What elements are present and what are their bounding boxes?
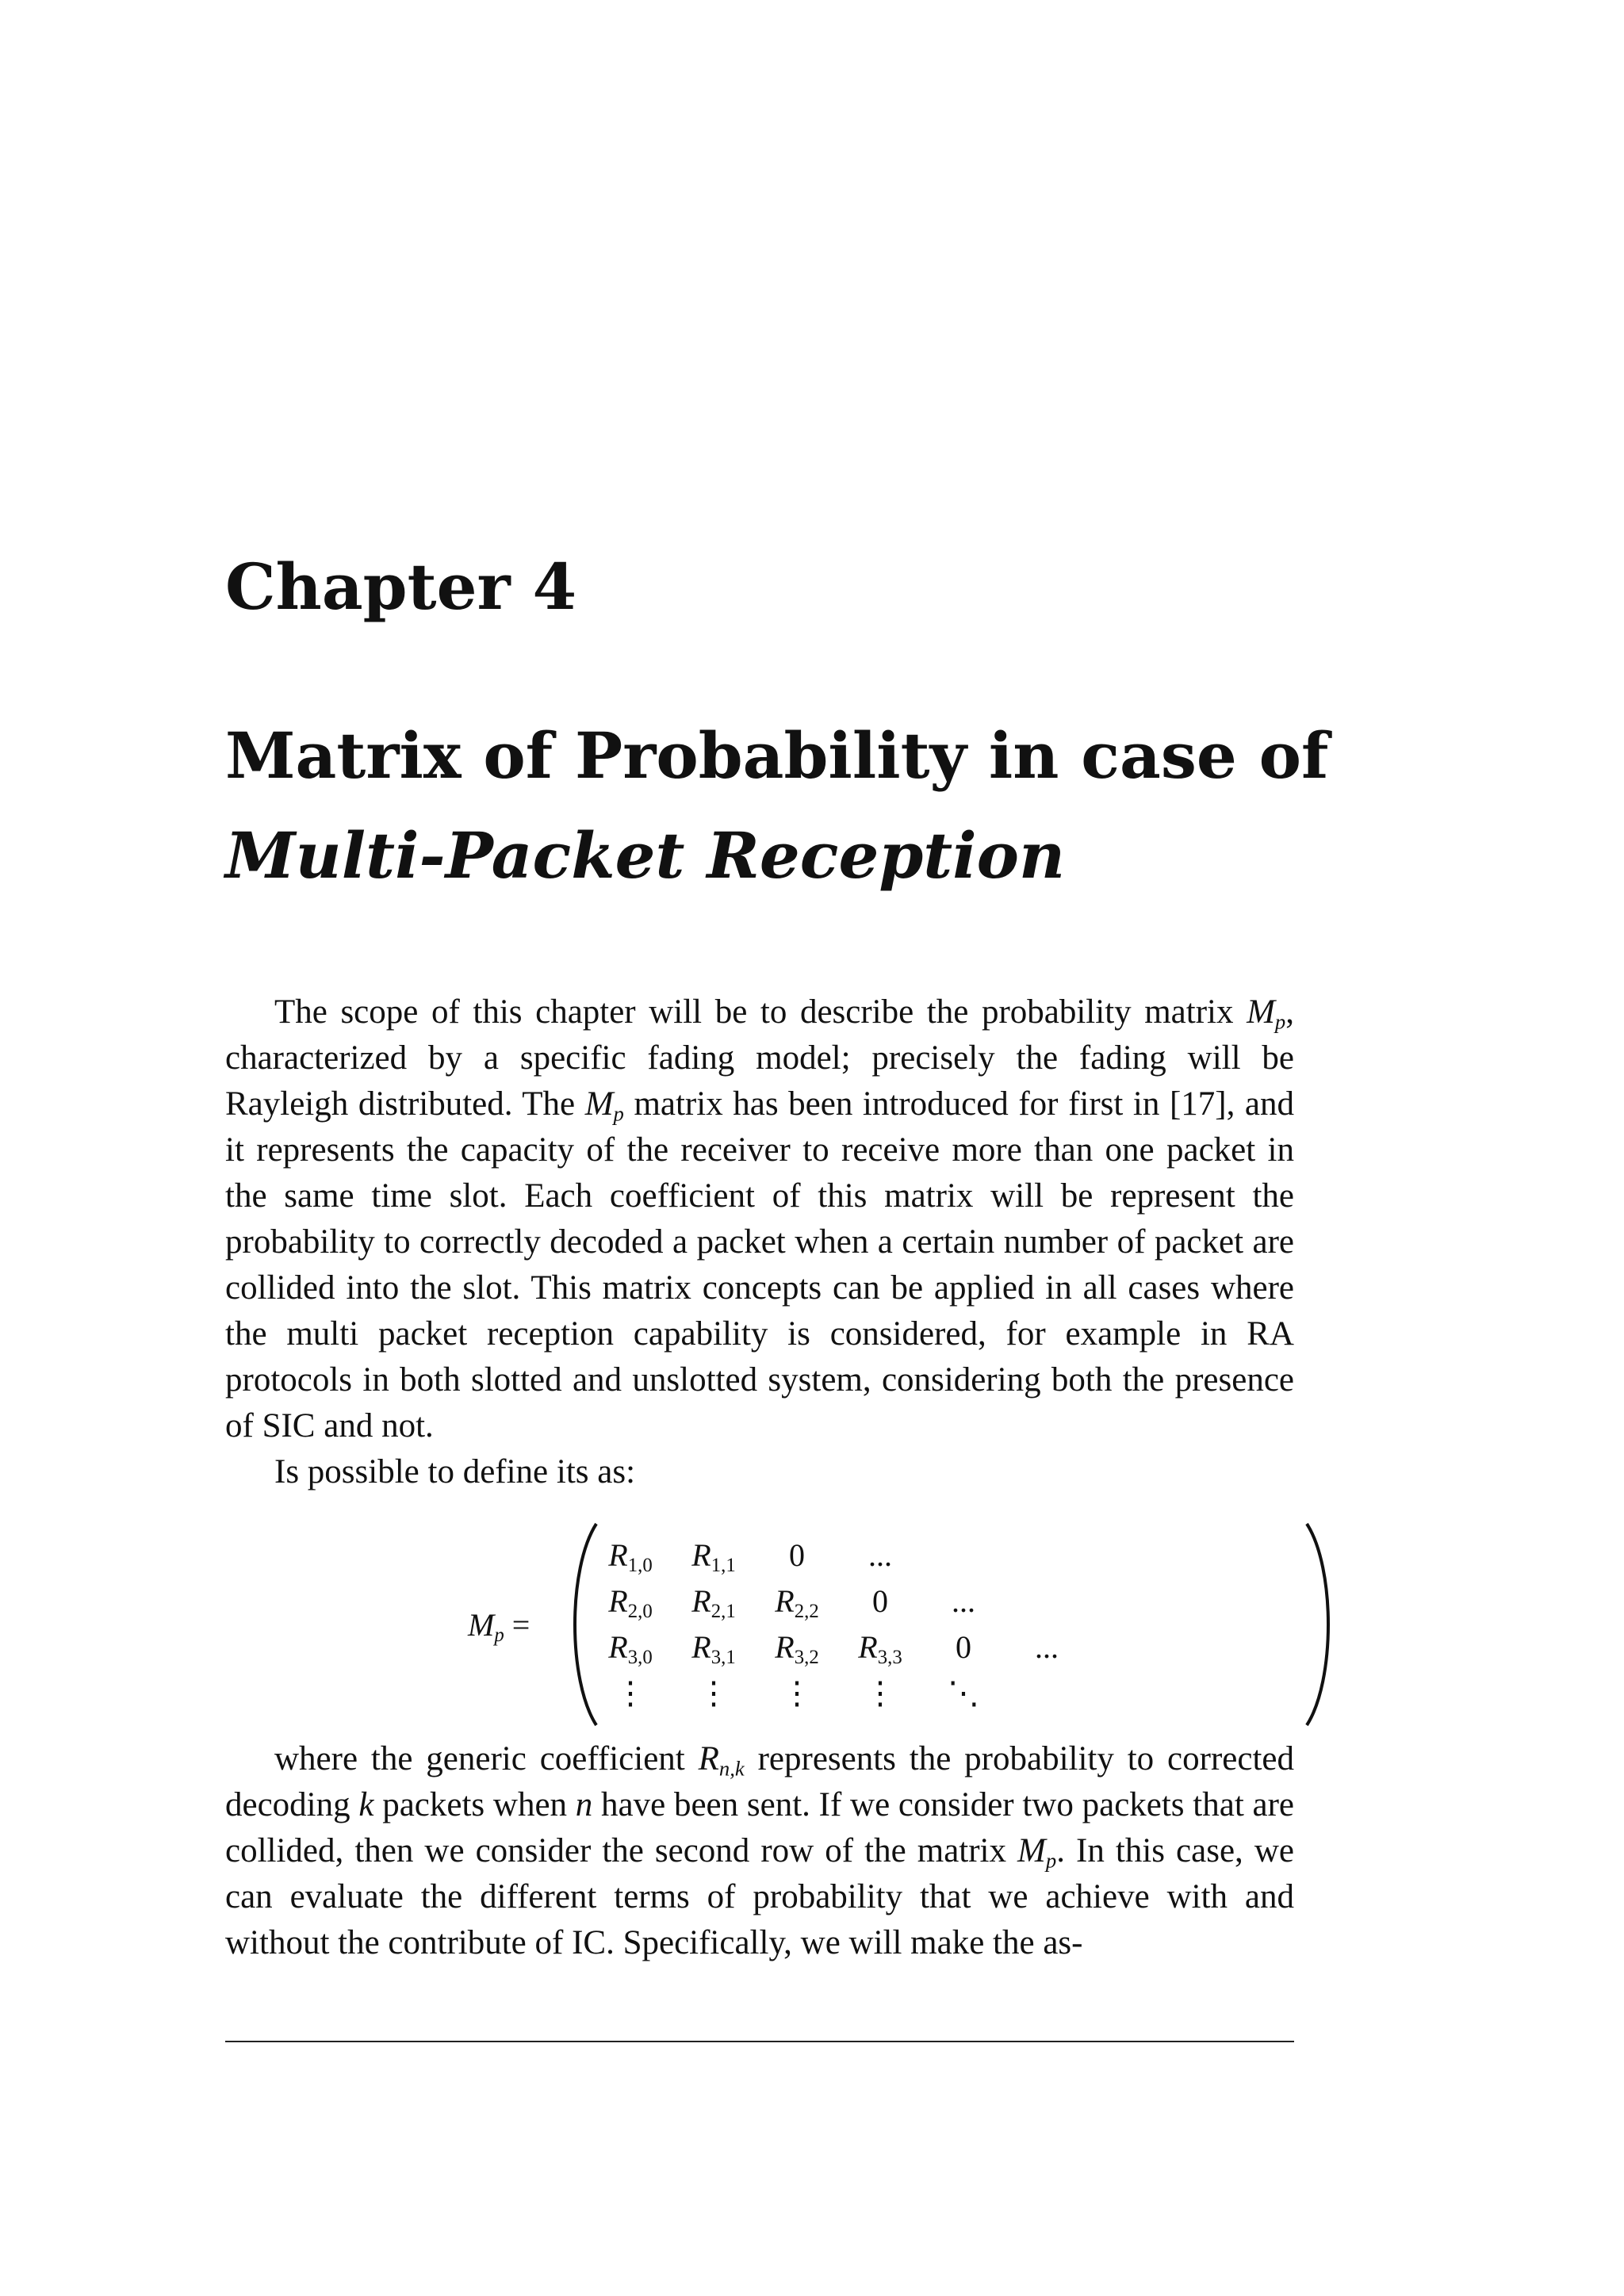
math-base: M [584, 1085, 614, 1123]
math-mp [584, 1085, 624, 1126]
matrix-cell-base: R [858, 1629, 878, 1665]
matrix-equation [468, 1521, 1059, 1727]
matrix-cell [837, 1582, 924, 1620]
footer-rule [225, 2041, 1294, 2042]
matrix-cell-subscript: 2,2 [794, 1600, 819, 1622]
matrix-cell [753, 1674, 841, 1712]
text-run: represents the probability to corrected decoding [225, 1740, 1294, 1823]
matrix-cell-base: ⋮ [781, 1675, 813, 1711]
matrix-cell-subscript: 3,0 [627, 1646, 653, 1668]
matrix-cell [670, 1582, 757, 1620]
matrix-cell [753, 1582, 841, 1620]
matrix-cell [670, 1536, 757, 1574]
math-subscript: p [1274, 1009, 1286, 1034]
matrix-cell [920, 1674, 1007, 1712]
matrix-cell [1003, 1628, 1090, 1666]
math-base: M [1247, 993, 1275, 1031]
math-n: n [575, 1786, 593, 1823]
matrix-cell-subscript: 3,3 [877, 1646, 902, 1668]
matrix-cell-base: ⋮ [615, 1675, 646, 1711]
matrix-cell [587, 1536, 674, 1574]
math-subscript: n,k [718, 1756, 745, 1781]
math-subscript: p [613, 1101, 624, 1126]
math-k: k [358, 1786, 374, 1823]
matrix-cell [837, 1536, 924, 1574]
matrix-cell [587, 1582, 674, 1620]
chapter-title [225, 706, 1415, 905]
chapter-title-line1: Matrix of Probability in case of [225, 718, 1329, 793]
matrix-cell-base: R [608, 1583, 628, 1619]
math-rnk [698, 1740, 745, 1781]
equals-sign: = [504, 1607, 530, 1643]
matrix-cell-base: 0 [872, 1583, 888, 1619]
math-subscript: p [494, 1624, 504, 1646]
matrix-cell-base: ... [952, 1583, 975, 1619]
text-run: where the generic coefficient [274, 1740, 699, 1777]
math-mp [1017, 1832, 1057, 1873]
matrix-cell-subscript: 3,1 [710, 1646, 736, 1668]
matrix-cell-base: ⋱ [948, 1675, 979, 1711]
matrix-cell-base: ... [868, 1537, 892, 1573]
matrix-cell-subscript: 2,1 [710, 1600, 736, 1622]
chapter-label: Chapter 4 [225, 549, 577, 624]
matrix-cell-base: R [775, 1629, 795, 1665]
chapter-title-line2: Multi-Packet Reception [225, 818, 1066, 893]
text-run: have been sent. If we consider two packets that are collided, then we consider the second row of the matrix [225, 1786, 1295, 1869]
matrix-cell [920, 1628, 1007, 1666]
coefficient-paragraph [225, 1736, 1294, 1966]
matrix-cell-base: R [691, 1629, 711, 1665]
matrix-cell [837, 1674, 924, 1712]
matrix-cell-subscript: 1,1 [710, 1554, 736, 1576]
intro-paragraph [225, 989, 1294, 1449]
text-run: matrix has been introduced for first in [17], and it represents the capacity of the receiver to receive more than one packet in the same time slot. Each coefficient of this matrix will be represent the probability to correctly decoded a packet when a certain number of packet are collided into the slot. This matrix concepts can be applied in all cases where the multi packet reception capability is considered, for example in RA protocols in both slotted and unslotted system, considering both the presence of SIC and not. [225, 1085, 1294, 1445]
matrix-cell-base: R [608, 1537, 628, 1573]
math-base: M [468, 1607, 495, 1643]
equation-lhs [468, 1606, 530, 1644]
matrix-cell [587, 1674, 674, 1712]
matrix-cell-base: R [775, 1583, 795, 1619]
matrix-cell-subscript: 1,0 [627, 1554, 653, 1576]
matrix-cell-subscript: 3,2 [794, 1646, 819, 1668]
text-run: packets when [373, 1786, 576, 1823]
matrix-cell [753, 1536, 841, 1574]
matrix-cell-base: ⋮ [864, 1675, 896, 1711]
matrix-cell [587, 1628, 674, 1666]
matrix-cell-base: ... [1035, 1629, 1059, 1665]
matrix-cell-base: R [608, 1629, 628, 1665]
matrix-cell-base: 0 [789, 1537, 805, 1573]
text-run: . In this case, we can evaluate the different terms of probability that we achieve with and without the contribute of IC. Specifically, we will make the as- [225, 1832, 1294, 1961]
matrix-cell-base: 0 [956, 1629, 971, 1665]
matrix-cell [920, 1582, 1007, 1620]
math-base: R [698, 1740, 719, 1777]
math-base: M [1017, 1832, 1046, 1869]
matrix-cell-base: ⋮ [698, 1675, 730, 1711]
define-paragraph: Is possible to define its as: [274, 1453, 636, 1490]
math-mp [1247, 993, 1286, 1034]
matrix-cell [837, 1628, 924, 1666]
matrix-cell [753, 1628, 841, 1666]
math-subscript: p [1045, 1848, 1057, 1873]
text-run: , characterized by a specific fading model; precisely the fading will be Rayleigh distributed. The [225, 993, 1294, 1123]
matrix-cell-subscript: 2,0 [627, 1600, 653, 1622]
matrix-cell-base: R [691, 1583, 711, 1619]
matrix-cell [670, 1628, 757, 1666]
text-run: The scope of this chapter will be to describe the probability matrix [274, 993, 1247, 1031]
matrix-cell-base: R [691, 1537, 711, 1573]
matrix-cell [670, 1674, 757, 1712]
right-parenthesis [1300, 1521, 1340, 1728]
